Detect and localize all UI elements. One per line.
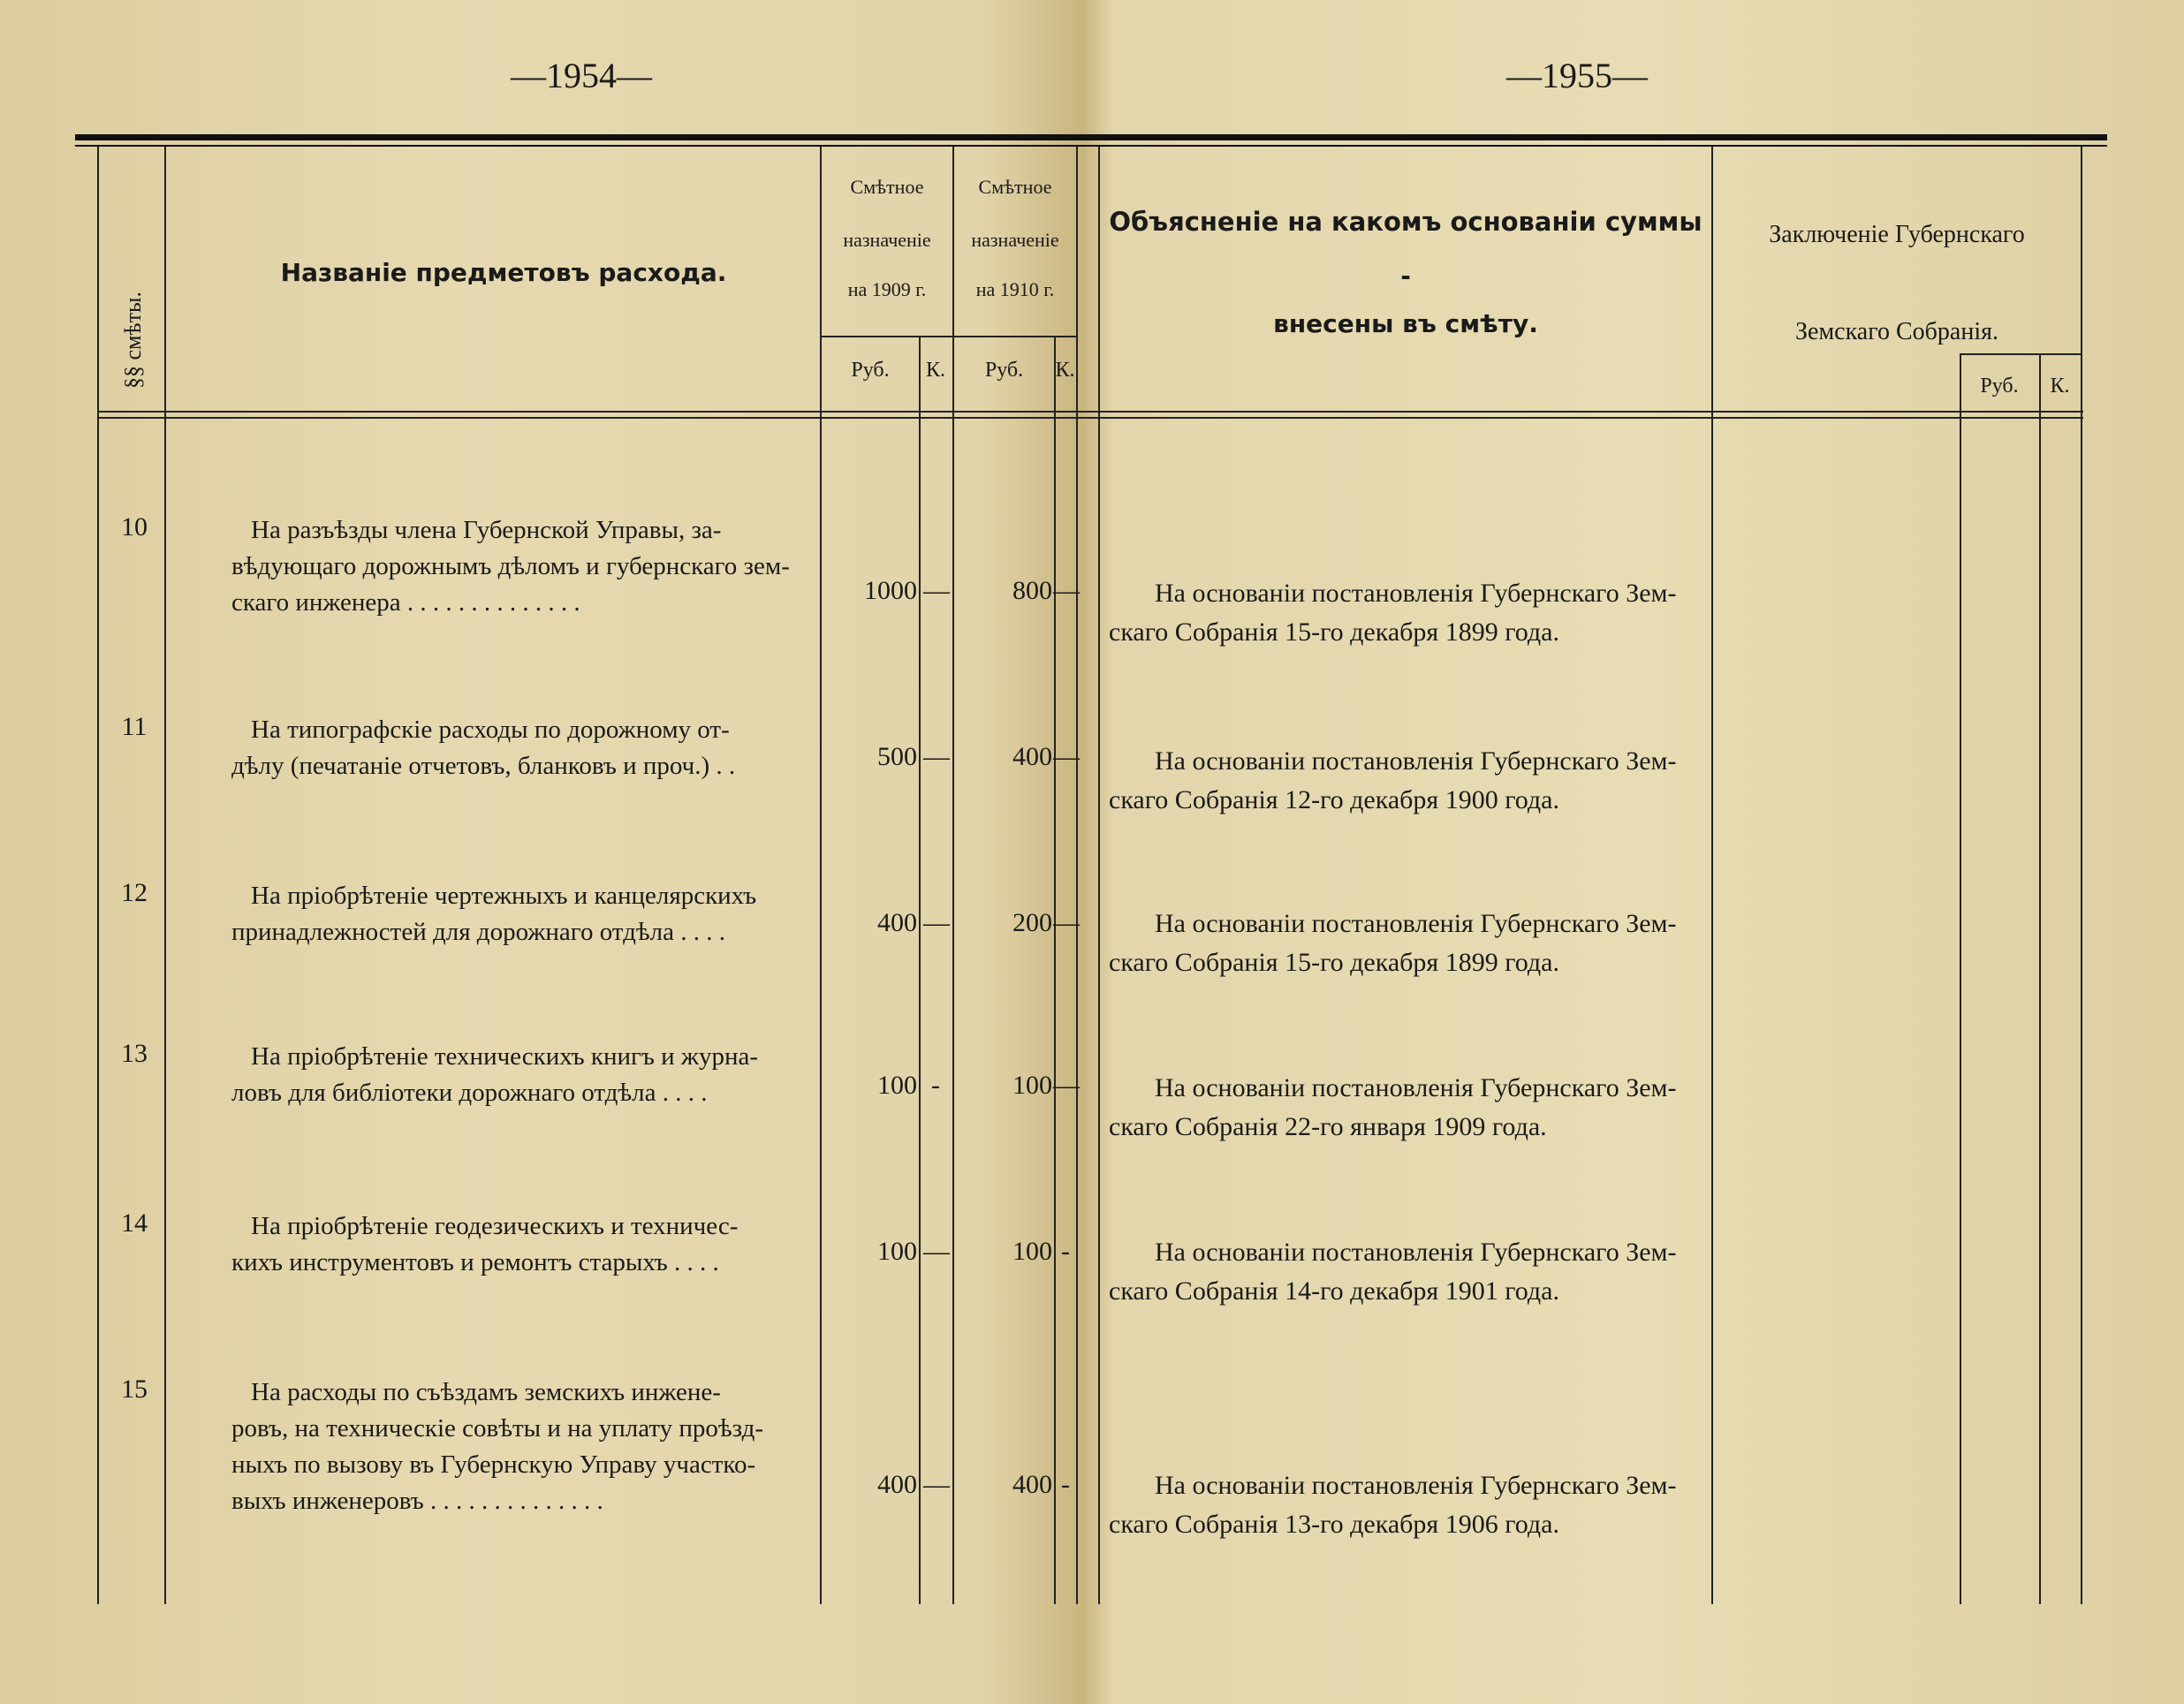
basis-line: скаго Собранія 12-го декабря 1900 года. [1109,785,1559,814]
row-basis [1109,742,1718,820]
kop-1909: — [923,1237,950,1266]
kop-1910: — [1053,742,1080,771]
row-basis [1109,1466,1718,1544]
header-rule-b [97,417,2083,419]
desc-line: кихъ инструментовъ и ремонтъ старыхъ . . . . [231,1248,719,1276]
basis-line: На основаніи постановленія Губернскаго Зем- [1155,909,1677,938]
est-subheader-rule [820,336,1076,337]
amount-1909: 400 [877,1470,917,1499]
row-description [231,1208,815,1281]
basis-line: скаго Собранія 22-го января 1909 года. [1109,1112,1547,1141]
col-line-far-right [2081,147,2082,1604]
est1909-header-2: назначеніе [843,229,931,251]
basis-header-2: внесены въ смѣту. [1273,309,1538,338]
kop-1909: — [923,1470,950,1499]
col-line-kop1909 [919,336,921,1604]
col-line-1910 [1076,147,1078,1604]
basis-line: скаго Собранія 15-го декабря 1899 года. [1109,617,1559,647]
row-basis [1109,905,1718,982]
row-number: 12 [121,878,148,907]
row-basis [1109,574,1718,652]
desc-line: На пріобрѣтеніе геодезическихъ и техничес- [251,1212,739,1240]
amount-1909: 500 [877,742,917,771]
est1910-header-1: Смѣтное [978,176,1052,198]
basis-line: На основаніи постановленія Губернскаго Зем- [1155,579,1677,608]
row-number: 13 [121,1039,148,1068]
items-name-header: Названіе предметовъ расхода. [280,258,727,287]
basis-line: На основаніи постановленія Губернскаго Зем- [1155,1238,1677,1267]
basis-line: скаго Собранія 15-го декабря 1899 года. [1109,948,1559,977]
kop-1910: — [1053,908,1080,937]
est1910-header-2: назначеніе [971,229,1059,251]
desc-line: ровъ, на техническіе совѣты и на уплату проѣзд- [231,1414,764,1443]
kop-1910: — [1053,1071,1080,1100]
rub-1910-header: Руб. [984,359,1024,382]
row-number: 10 [121,512,148,541]
desc-line: На пріобрѣтеніе чертежныхъ и канцелярскихъ [251,882,757,910]
basis-header-1: Объясненіе на какомъ основаніи суммы [1109,207,1702,237]
row-description [231,878,815,950]
row-description [231,1039,815,1111]
row-number: 15 [121,1375,148,1404]
basis-line: На основаніи постановленія Губернскаго Зем- [1155,1471,1677,1500]
desc-line: На разъѣзды члена Губернской Управы, за- [251,516,722,544]
col-line-basis [1711,147,1713,1604]
basis-line: скаго Собранія 13-го декабря 1906 года. [1109,1510,1559,1539]
kop-1909-header: К. [925,359,945,382]
amount-1910: 200 [1012,908,1052,937]
concl-subheader-rule [1960,353,2081,355]
amount-1909: 400 [877,908,917,937]
kop-1909: - [931,1071,940,1100]
kop-1910: — [1053,576,1080,605]
desc-line: принадлежностей для дорожнаго отдѣла . . . . [231,918,725,946]
amount-1910: 400 [1012,1470,1052,1499]
kop-1909: — [923,742,950,771]
left-page-number: —1954— [511,56,652,95]
desc-line: вѣдующаго дорожнымъ дѣломъ и губернскаго зем- [231,552,790,580]
basis-line: На основаніи постановленія Губернскаго Зем- [1155,1073,1677,1102]
desc-line: На типографскіе расходы по дорожному от- [251,716,730,744]
col-line-right-edge [1098,147,1100,1604]
est1909-header-3: на 1909 г. [847,278,927,300]
amount-1909: 1000 [864,576,917,605]
conclusion-header-2: Земскаго Собранія. [1795,318,1998,345]
basis-line: скаго Собранія 14-го декабря 1901 года. [1109,1276,1559,1306]
header-rule-a [97,411,2083,413]
row-description [231,512,815,621]
col-line-kop1910 [1054,336,1056,1604]
row-basis [1109,1069,1718,1147]
top-thick-rule [75,134,2107,140]
amount-1910: 400 [1012,742,1052,771]
kop-1910: - [1061,1237,1070,1266]
concl-kop-header: К. [2050,375,2070,398]
amount-1910: 100 [1012,1071,1052,1100]
est1909-header-1: Смѣтное [850,176,924,198]
row-basis [1109,1233,1718,1311]
col-line-concl-kop [2039,353,2041,1604]
est1910-header-3: на 1910 г. [975,278,1055,300]
basis-line: На основаніи постановленія Губернскаго Зем- [1155,746,1677,776]
top-thin-rule [75,145,2107,147]
row-number: 11 [121,712,148,741]
conclusion-header-1: Заключеніе Губернскаго [1769,221,2025,248]
desc-line: ныхъ по вызову въ Губернскую Управу участко- [231,1450,756,1479]
desc-line: ловъ для библіотеки дорожнаго отдѣла . . . . [231,1079,708,1107]
rub-1909-header: Руб. [851,359,890,382]
desc-line: На расходы по съѣздамъ земскихъ инжене- [251,1378,721,1406]
section-col-header: §§ смѣты. [120,292,146,389]
amount-1910: 800 [1012,576,1052,605]
desc-line: скаго инженера . . . . . . . . . . . . . . [231,588,580,617]
right-page-number: —1955— [1506,56,1648,95]
col-line-concl-rub [1960,353,1961,1604]
kop-1909: — [923,908,950,937]
basis-header-dash: - [1400,261,1411,291]
row-number: 14 [121,1208,148,1238]
amount-1909: 100 [877,1237,917,1266]
kop-1910-header: К. [1055,359,1075,382]
concl-rub-header: Руб. [1980,375,2019,398]
kop-1909: — [923,576,950,605]
amount-1909: 100 [877,1071,917,1100]
desc-line: дѣлу (печатаніе отчетовъ, бланковъ и проч.) . . [231,752,736,780]
kop-1910: - [1061,1470,1070,1499]
row-description [231,1375,815,1519]
desc-line: выхъ инженеровъ . . . . . . . . . . . . . . [231,1487,603,1515]
desc-line: На пріобрѣтеніе техническихъ книгъ и журна- [251,1042,759,1071]
amount-1910: 100 [1012,1237,1052,1266]
row-description [231,712,815,784]
